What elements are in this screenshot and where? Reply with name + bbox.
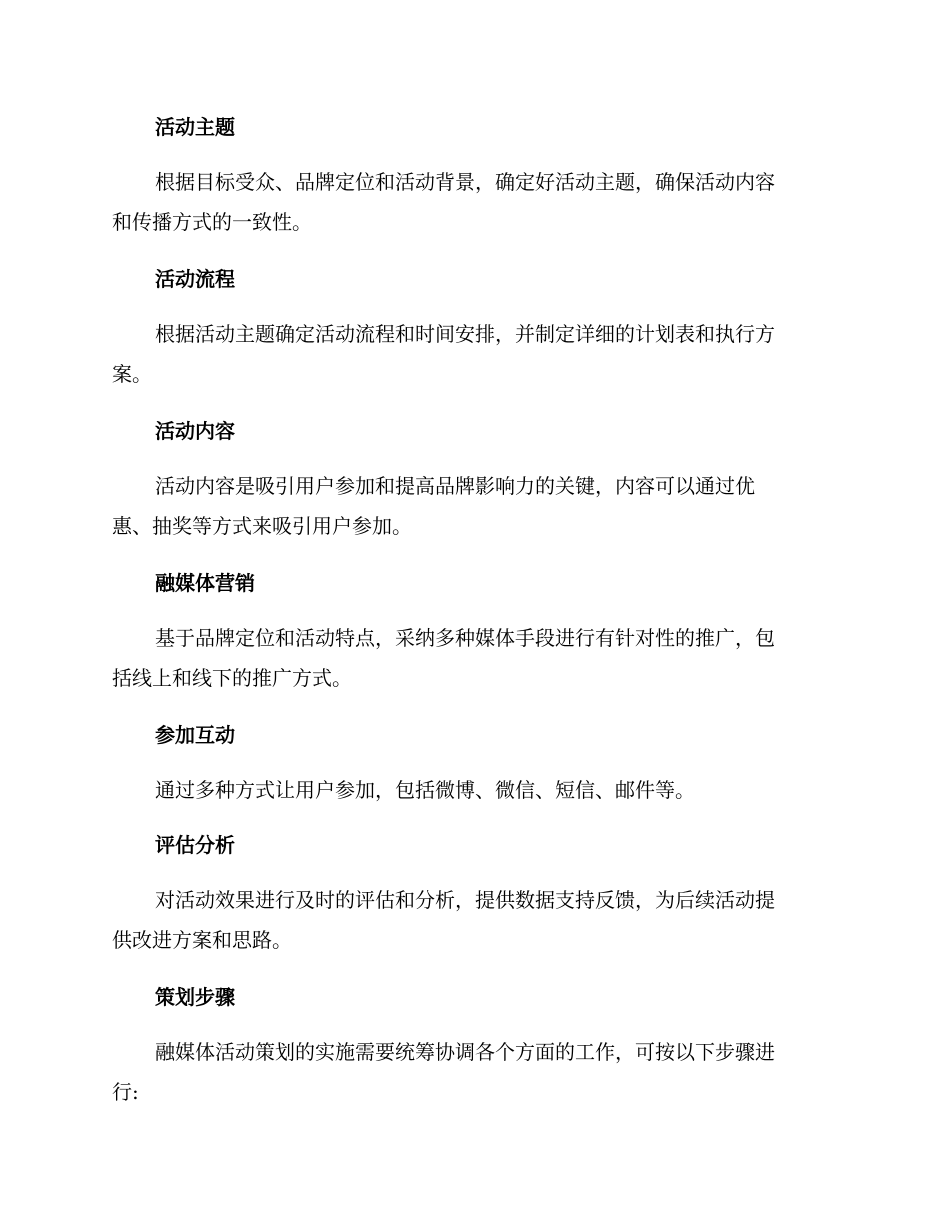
section-heading-steps: 策划步骤 <box>155 985 235 1009</box>
paragraph-line: 对活动效果进行及时的评估和分析，提供数据支持反馈，为后续活动提 <box>155 888 775 912</box>
section-paragraph-theme <box>112 162 832 242</box>
section-paragraph-steps <box>112 1032 832 1112</box>
section-heading-interaction: 参加互动 <box>155 723 235 747</box>
paragraph-line: 根据目标受众、品牌定位和活动背景，确定好活动主题，确保活动内容 <box>155 170 775 194</box>
section-heading-content: 活动内容 <box>155 419 235 443</box>
paragraph-line: 供改进方案和思路。 <box>112 928 292 952</box>
paragraph-line: 基于品牌定位和活动特点，采纳多种媒体手段进行有针对性的推广，包 <box>155 626 775 650</box>
section-heading-media-marketing: 融媒体营销 <box>155 571 255 595</box>
section-paragraph-interaction <box>112 770 832 810</box>
section-heading-evaluation: 评估分析 <box>155 833 235 857</box>
paragraph-line: 惠、抽奖等方式来吸引用户参加。 <box>112 514 412 538</box>
paragraph-line: 融媒体活动策划的实施需要统筹协调各个方面的工作，可按以下步骤进 <box>155 1040 775 1064</box>
paragraph-line: 通过多种方式让用户参加，包括微博、微信、短信、邮件等。 <box>155 778 695 802</box>
paragraph-line: 括线上和线下的推广方式。 <box>112 666 352 690</box>
paragraph-line: 案。 <box>112 362 152 386</box>
paragraph-line: 和传播方式的一致性。 <box>112 210 312 234</box>
section-heading-flow: 活动流程 <box>155 267 235 291</box>
section-paragraph-flow <box>112 314 832 394</box>
section-paragraph-content <box>112 466 832 546</box>
section-heading-theme: 活动主题 <box>155 115 235 139</box>
paragraph-line: 根据活动主题确定活动流程和时间安排，并制定详细的计划表和执行方 <box>155 322 775 346</box>
section-paragraph-media-marketing <box>112 618 832 698</box>
paragraph-line: 活动内容是吸引用户参加和提高品牌影响力的关键，内容可以通过优 <box>155 474 755 498</box>
section-paragraph-evaluation <box>112 880 832 960</box>
paragraph-line: 行: <box>112 1080 139 1104</box>
